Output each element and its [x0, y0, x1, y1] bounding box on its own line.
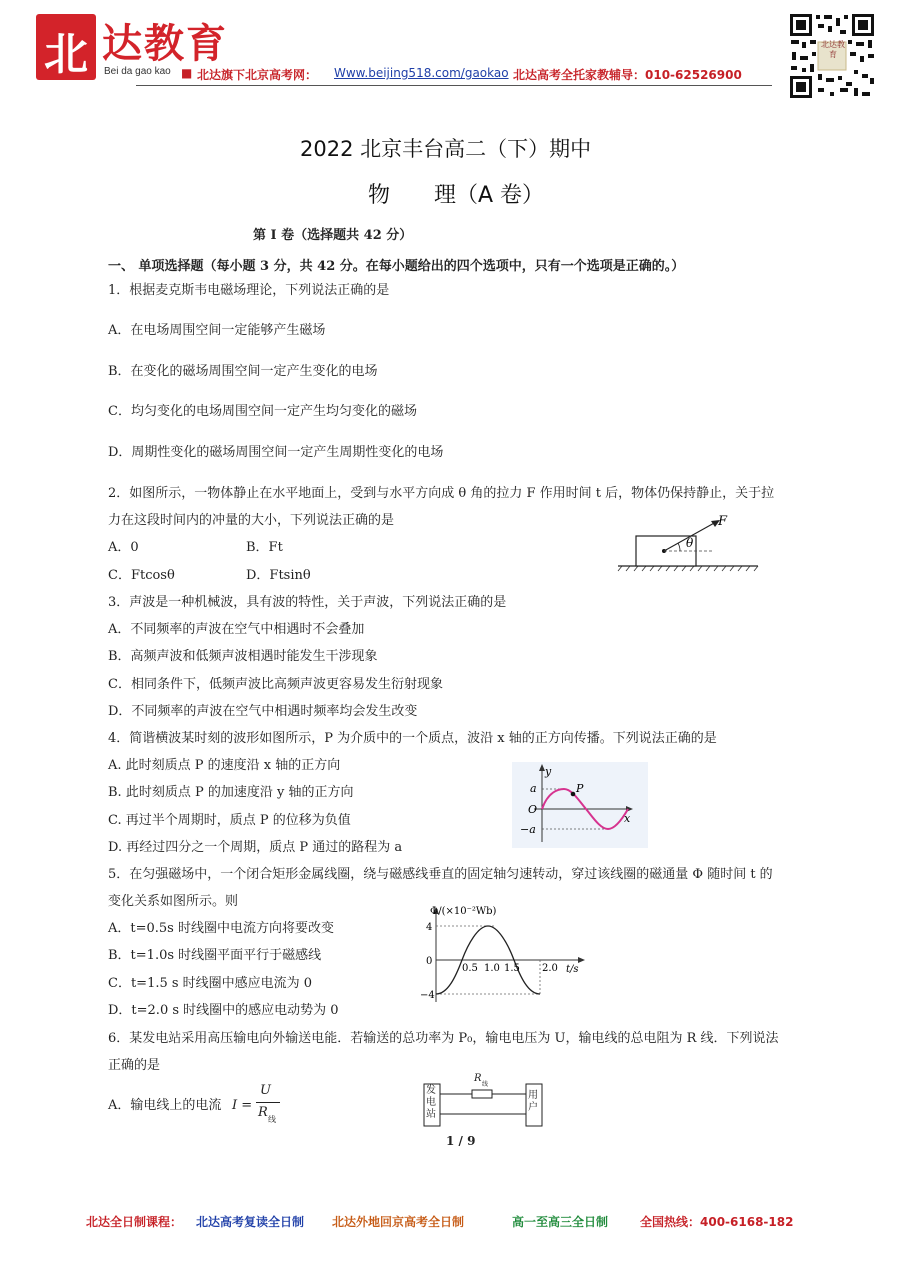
- header-tutor-info: 北达高考全托家教辅导：010-62526900: [513, 68, 742, 82]
- q4-fig-label-x: x: [624, 812, 631, 825]
- q5-fig-tick-neg4: −4: [420, 990, 435, 1001]
- footer-label: 北达全日制课程：: [86, 1215, 183, 1229]
- q6-fig-R-label: R: [474, 1073, 482, 1084]
- q6-stem-line2: 正确的是: [108, 1058, 161, 1073]
- q4-option-b: B. 此时刻质点 P 的加速度沿 y 轴的正方向: [108, 785, 354, 800]
- q5-option-a: A．t=0.5s 时线圈中电流方向将要改变: [108, 921, 334, 936]
- footer-course-2[interactable]: 北达外地回京高考全日制: [332, 1215, 465, 1229]
- q5-fig-xlabel: t/s: [566, 964, 579, 975]
- q4-fig-label-P: P: [576, 782, 584, 795]
- header-site-label: 北达旗下北京高考网：: [197, 68, 318, 82]
- q5-fig-tick-0: 0: [426, 956, 433, 967]
- footer-course-3[interactable]: 高一至高三全日制: [512, 1215, 609, 1229]
- q4-option-a: A. 此时刻质点 P 的速度沿 x 轴的正方向: [108, 758, 341, 773]
- q2-stem-line2: 力在这段时间内的冲量的大小，下列说法正确的是: [108, 513, 395, 528]
- q2-figure-block-on-ground: [612, 508, 762, 574]
- footer-course-1[interactable]: 北达高考复读全日制: [196, 1215, 305, 1229]
- q5-fig-tick-0.5: 0.5: [462, 963, 478, 974]
- q2-option-d: D．Ftsinθ: [246, 568, 311, 583]
- q6-option-a-label: A．输电线上的电流: [108, 1098, 222, 1113]
- header-site-link[interactable]: Www.beijing518.com/gaokao: [334, 66, 509, 80]
- q5-stem-line1: 5．在匀强磁场中，一个闭合矩形金属线圈，绕与磁感线垂直的固定轴匀速转动，穿过该线圈的磁通量 Φ 随时间 t 的: [108, 867, 773, 882]
- q5-stem-line2: 变化关系如图所示。则: [108, 894, 239, 909]
- q6-stem-line1: 6．某发电站采用高压输电向外输送电能．若输送的总功率为 P₀，输电电压为 U，输电线的总电阻为 R 线．下列说法: [108, 1031, 779, 1046]
- q4-fig-label-a: a: [530, 782, 537, 795]
- q5-fig-tick-2.0: 2.0: [542, 963, 558, 974]
- q4-figure-wave: [512, 762, 648, 848]
- q6-fig-user-label: 用户: [528, 1090, 538, 1113]
- q2-option-b: B．Ft: [246, 540, 283, 555]
- brand-name: 达教育: [102, 20, 228, 67]
- q5-figure-flux-graph: [416, 902, 588, 1006]
- q5-fig-tick-1.5: 1.5: [504, 963, 520, 974]
- resistor: [472, 1090, 492, 1098]
- q6-option-a-denominator: R: [258, 1105, 268, 1120]
- q1-option-b: B．在变化的磁场周围空间一定产生变化的电场: [108, 364, 378, 379]
- q4-fig-label-y: y: [545, 765, 552, 778]
- section-heading: 一、 单项选择题（每小题 3 分，共 42 分。在每小题给出的四个选项中，只有一个选项是正确的。）: [108, 259, 685, 274]
- q2-fig-label-theta: θ: [686, 536, 694, 550]
- q6-fraction-bar: [256, 1102, 280, 1103]
- q3-option-d: D．不同频率的声波在空气中相遇时频率均会发生改变: [108, 704, 418, 719]
- q5-fig-tick-1.0: 1.0: [484, 963, 500, 974]
- logo-mark: [36, 14, 96, 80]
- q6-fig-R-sub: 线: [482, 1081, 489, 1088]
- volume-title: 第 I 卷（选择题共 42 分）: [253, 228, 413, 243]
- logo-char: 北: [44, 29, 88, 80]
- q1-option-a: A．在电场周围空间一定能够产生磁场: [108, 323, 326, 338]
- q3-stem: 3．声波是一种机械波，具有波的特性，关于声波，下列说法正确的是: [108, 595, 507, 610]
- q2-stem-line1: 2．如图所示，一物体静止在水平地面上，受到与水平方向成 θ 角的拉力 F 作用时间 t 后，物体仍保持静止，关于拉: [108, 486, 775, 501]
- q2-option-c: C．Ftcosθ: [108, 568, 175, 583]
- q4-option-c: C. 再过半个周期时，质点 P 的位移为负值: [108, 813, 351, 828]
- q6-option-a-numerator: U: [260, 1083, 271, 1098]
- q1-option-c: C．均匀变化的电场周围空间一定产生均匀变化的磁场: [108, 404, 417, 419]
- page-subject: 物 理（A 卷）: [368, 183, 545, 208]
- q6-option-a-denominator-sub: 线: [268, 1115, 276, 1124]
- q1-option-d: D．周期性变化的磁场周围空间一定产生周期性变化的电场: [108, 445, 444, 460]
- q2-fig-label-F: F: [718, 514, 728, 529]
- q3-option-c: C．相同条件下，低频声波比高频声波更容易发生衍射现象: [108, 677, 443, 692]
- q4-stem: 4．简谐横波某时刻的波形如图所示，P 为介质中的一个质点，波沿 x 轴的正方向传播。下列说法正确的是: [108, 731, 717, 746]
- footer-hotline: 全国热线：400-6168-182: [640, 1215, 794, 1229]
- brand-pinyin: Bei da gao kao: [104, 66, 171, 77]
- header-bullet: ■: [181, 66, 193, 80]
- header-divider: [136, 85, 772, 86]
- q5-option-c: C．t=1.5 s 时线圈中感应电流为 0: [108, 976, 313, 991]
- q2-option-a: A．0: [108, 540, 139, 555]
- q4-fig-label-O: O: [528, 803, 538, 816]
- q6-option-a-I: I =: [232, 1098, 253, 1113]
- q1-stem: 1．根据麦克斯韦电磁场理论，下列说法正确的是: [108, 283, 390, 298]
- q5-fig-ylabel: Φ/(×10⁻²Wb): [430, 906, 497, 917]
- q5-option-d: D．t=2.0 s 时线圈中的感应电动势为 0: [108, 1003, 339, 1018]
- q3-option-a: A．不同频率的声波在空气中相遇时不会叠加: [108, 622, 365, 637]
- q5-option-b: B．t=1.0s 时线圈平面平行于磁感线: [108, 948, 322, 963]
- page-number: 1 / 9: [446, 1134, 476, 1148]
- q3-option-b: B．高频声波和低频声波相遇时能发生干涉现象: [108, 649, 378, 664]
- q5-fig-tick-4: 4: [426, 922, 433, 933]
- q4-fig-label-neg-a: −a: [520, 823, 536, 836]
- q6-fig-station-label: 发电站: [426, 1085, 436, 1120]
- q4-option-d: D. 再经过四分之一个周期，质点 P 通过的路程为 a: [108, 840, 403, 855]
- page-title: 2022 北京丰台高二（下）期中: [300, 137, 592, 161]
- qr-badge: 北达教育: [821, 40, 845, 59]
